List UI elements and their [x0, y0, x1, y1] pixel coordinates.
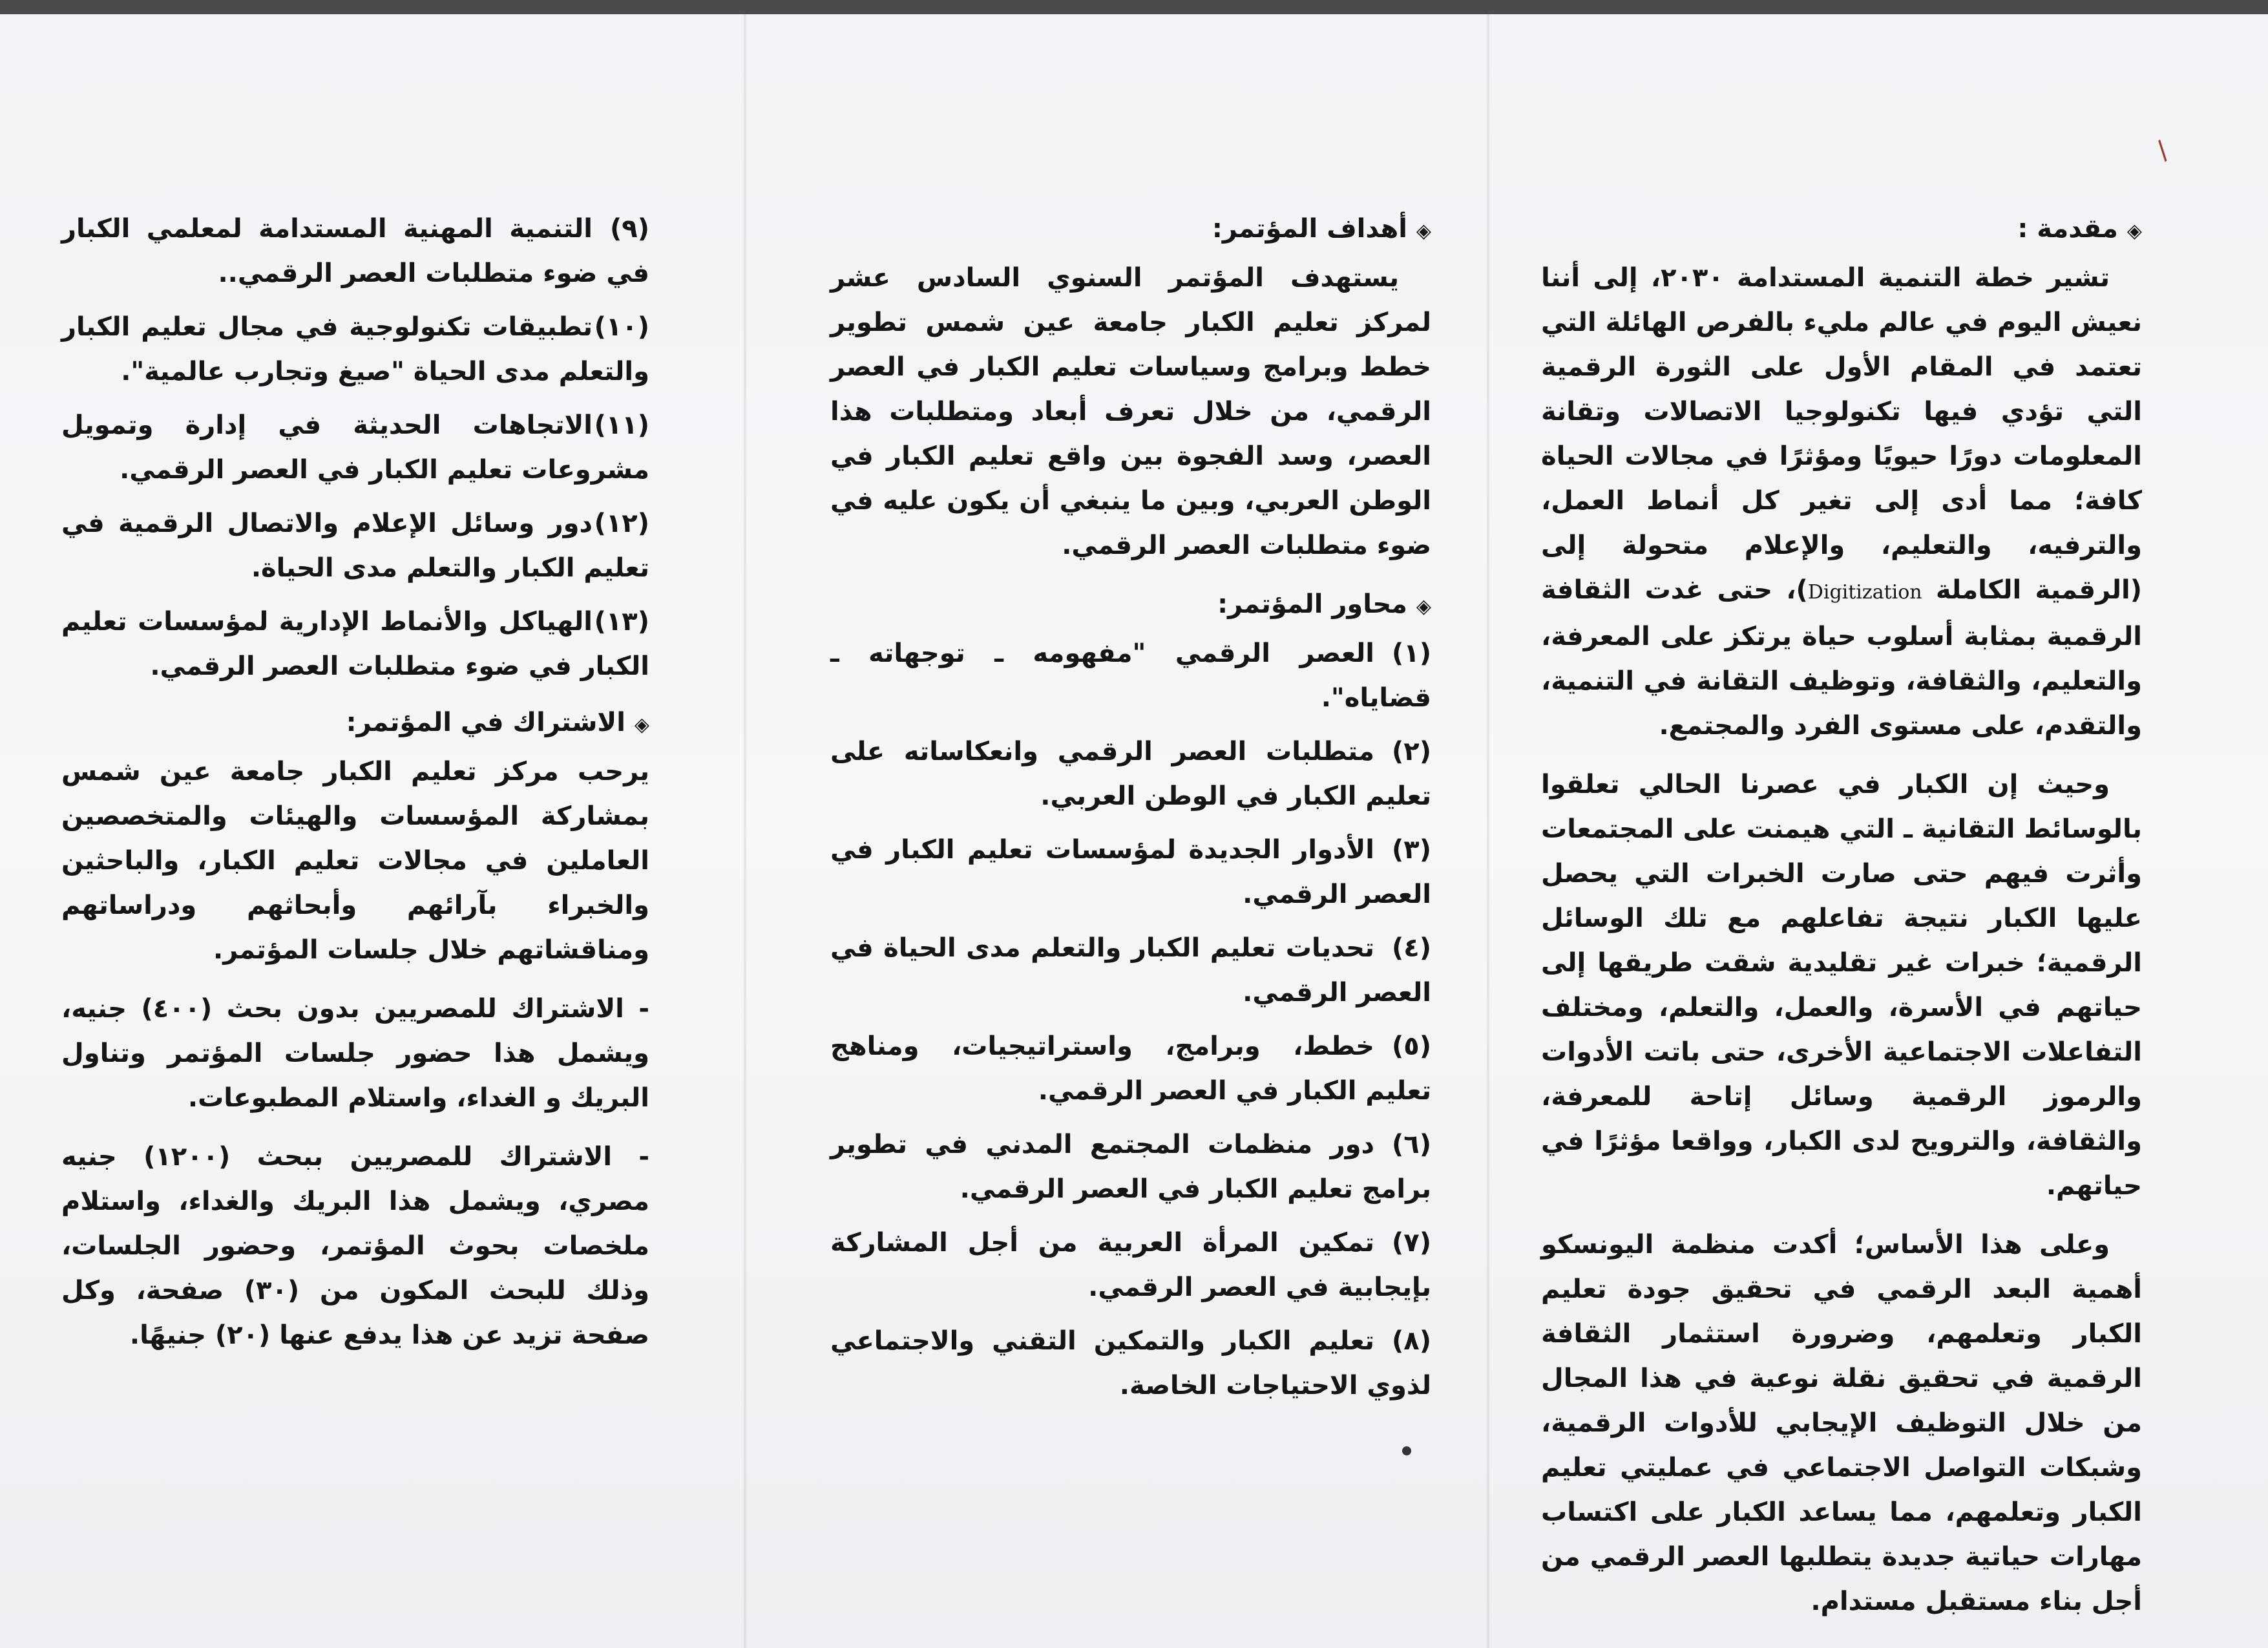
item-number: (٤)	[1392, 933, 1431, 963]
item-number: (٩)	[610, 214, 649, 244]
column-axes-participation	[61, 207, 649, 1372]
pen-mark: /	[2150, 136, 2175, 165]
item-text: خطط، وبرامج، واستراتيجيات، ومناهج تعليم الكبار في العصر الرقمي.	[830, 1031, 1431, 1106]
fee-with-paper: - الاشتراك للمصريين ببحث (١٢٠٠) جنيه مصري، ويشمل هذا البريك والغداء، واستلام ملخصات بحوث المؤتمر، وحضور الجلسات، وذلك للبحث المكون من (٣٠) صفحة، وكل صفحة تزيد عن هذا يدفع عنها (٢٠) جنيهًا.	[61, 1142, 650, 1350]
item-text: تحديات تعليم الكبار والتعلم مدى الحياة في العصر الرقمي.	[830, 933, 1431, 1008]
para1-part-a: تشير خطة التنمية المستدامة ٢٠٣٠، إلى أننا نعيش اليوم في عالم مليء بالفرص الهائلة التي تعتمد في المقام الأول على الثورة الرقمية التي تؤدي فيها تكنولوجيا الاتصالات وتقانة المعلومات دورًا حيويًا ومؤثرًا في مجالات الحياة كافة؛ مما أدى إلى تغير كل أنماط العمل، والترفيه، والتعليم، والإعلام متحولة إلى (الرقمية الكاملة	[1541, 263, 2142, 605]
axes-list-continued	[61, 207, 649, 689]
list-item	[61, 600, 649, 689]
introduction-paragraph-2: وحيث إن الكبار في عصرنا الحالي تعلقوا بالوسائط التقانية ـ التي هيمنت على المجتمعات وأثرت فيهم حتى صارت الخبرات التي يحصل عليها الكبار نتيجة تفاعلهم مع تلك الوسائل الرقمية؛ خبرات غير تقليدية شقت طريقها إلى حياتهم في الأسرة، والعمل، والتعلم، ومختلف التفاعلات الاجتماعية الأخرى، حتى باتت الأدوات والرموز الرقمية وسائل إتاحة للمعرفة، والثقافة، والترويح لدى الكبار، وواقعا مؤثرًا في حياتهم.	[1541, 770, 2142, 1201]
list-item	[830, 631, 1431, 721]
para1-part-b: )، حتى غدت الثقافة الرقمية بمثابة أسلوب حياة يرتكز على المعرفة، والتعليم، والثقافة، وتوظيف التقانة في التنمية، والتقدم، على مستوى الفرد والمجتمع.	[1541, 575, 2142, 741]
item-text: الهياكل والأنماط الإدارية لمؤسسات تعليم الكبار في ضوء متطلبات العصر الرقمي.	[61, 607, 649, 681]
axes-heading	[830, 582, 1431, 629]
diamond-bullet-icon: ◈	[1416, 595, 1431, 618]
item-number: (١٠)	[594, 312, 649, 342]
goals-paragraph: يستهدف المؤتمر السنوي السادس عشر لمركز تعليم الكبار جامعة عين شمس تطوير خطط وبرامج وسياسات تعليم الكبار في العصر الرقمي، من خلال تعرف أبعاد ومتطلبات هذا العصر، وسد الفجوة بين واقع تعليم الكبار في الوطن العربي، وبين ما ينبغي أن يكون عليه في ضوء متطلبات العصر الرقمي.	[830, 263, 1431, 560]
item-text: تعليم الكبار والتمكين التقني والاجتماعي لذوي الاحتياجات الخاصة.	[830, 1326, 1431, 1400]
fold-line-right	[1486, 14, 1490, 1648]
item-text: متطلبات العصر الرقمي وانعكاساته على تعليم الكبار في الوطن العربي.	[830, 737, 1431, 811]
introduction-heading	[1541, 207, 2142, 253]
item-text: تمكين المرأة العربية من أجل المشاركة بإيجابية في العصر الرقمي.	[830, 1228, 1431, 1302]
axes-list	[830, 631, 1431, 1408]
list-item	[61, 502, 649, 591]
item-number: (٢)	[1392, 737, 1431, 766]
list-item	[61, 403, 649, 492]
item-text: الأدوار الجديدة لمؤسسات تعليم الكبار في العصر الرقمي.	[830, 835, 1431, 909]
scan-top-border	[0, 0, 2268, 14]
goals-heading	[830, 207, 1431, 253]
item-text: دور وسائل الإعلام والاتصال الرقمية في تعليم الكبار والتعلم مدى الحياة.	[61, 509, 649, 583]
list-item	[830, 730, 1431, 819]
item-number: (٧)	[1392, 1228, 1431, 1258]
diamond-bullet-icon: ◈	[634, 713, 649, 736]
item-number: (١)	[1392, 639, 1431, 668]
item-number: (١٢)	[594, 509, 649, 538]
digitization-term: Digitization	[1807, 581, 1922, 604]
item-number: (١٣)	[594, 607, 649, 637]
participation-heading	[61, 701, 649, 747]
list-item	[830, 926, 1431, 1015]
list-item	[61, 305, 649, 394]
introduction-paragraph-1	[1541, 256, 2142, 748]
list-item	[830, 1221, 1431, 1310]
list-item	[61, 207, 649, 296]
item-number: (١١)	[594, 410, 649, 440]
list-item	[830, 1024, 1431, 1114]
item-number: (٥)	[1392, 1031, 1431, 1061]
fold-line-left	[743, 14, 747, 1648]
list-item	[830, 1123, 1431, 1212]
fee-without-paper: - الاشتراك للمصريين بدون بحث (٤٠٠) جنيه، ويشمل هذا حضور جلسات المؤتمر وتناول البريك و الغداء، واستلام المطبوعات.	[61, 994, 649, 1113]
column-goals-axes	[830, 207, 1431, 1420]
item-text: التنمية المهنية المستدامة لمعلمي الكبار في ضوء متطلبات العصر الرقمي..	[61, 214, 649, 288]
item-text: دور منظمات المجتمع المدني في تطوير برامج تعليم الكبار في العصر الرقمي.	[830, 1130, 1431, 1204]
goals-heading-text: أهداف المؤتمر:	[1212, 214, 1407, 244]
column-introduction	[1541, 207, 2142, 1638]
item-text: العصر الرقمي "مفهومه ـ توجهاته ـ قضاياه".	[830, 639, 1431, 713]
introduction-paragraph-3: وعلى هذا الأساس؛ أكدت منظمة اليونسكو أهمية البعد الرقمي في تحقيق جودة تعليم الكبار وتعلمهم، وضرورة استثمار الثقافة الرقمية في تحقيق نقلة نوعية في هذا المجال من خلال التوظيف الإيجابي للأدوات الرقمية، وشبكات التواصل الاجتماعي في عمليتي تعليم الكبار وتعلمهم، مما يساعد الكبار على اكتساب مهارات حياتية جديدة يتطلبها العصر الرقمي من أجل بناء مستقبل مستدام.	[1541, 1230, 2142, 1616]
axes-heading-text: محاور المؤتمر:	[1217, 589, 1407, 619]
item-number: (٨)	[1392, 1326, 1431, 1356]
item-text: الاتجاهات الحديثة في إدارة وتمويل مشروعات تعليم الكبار في العصر الرقمي.	[61, 410, 649, 485]
item-text: تطبيقات تكنولوجية في مجال تعليم الكبار والتعلم مدى الحياة "صيغ وتجارب عالمية".	[61, 312, 649, 386]
ink-dot	[1402, 1446, 1411, 1455]
item-number: (٣)	[1392, 835, 1431, 865]
list-item	[830, 828, 1431, 917]
item-number: (٦)	[1392, 1130, 1431, 1159]
diamond-bullet-icon: ◈	[1416, 220, 1431, 242]
introduction-heading-text: مقدمة :	[2017, 214, 2118, 244]
participation-heading-text: الاشتراك في المؤتمر:	[346, 708, 625, 737]
diamond-bullet-icon: ◈	[2126, 220, 2142, 242]
participation-intro: يرحب مركز تعليم الكبار جامعة عين شمس بمشاركة المؤسسات والهيئات والمتخصصين العاملين في مجالات تعليم الكبار، والباحثين والخبراء بآرائهم وأبحاثهم ودراساتهم ومناقشاتهم خلال جلسات المؤتمر.	[61, 757, 649, 965]
list-item	[830, 1319, 1431, 1408]
